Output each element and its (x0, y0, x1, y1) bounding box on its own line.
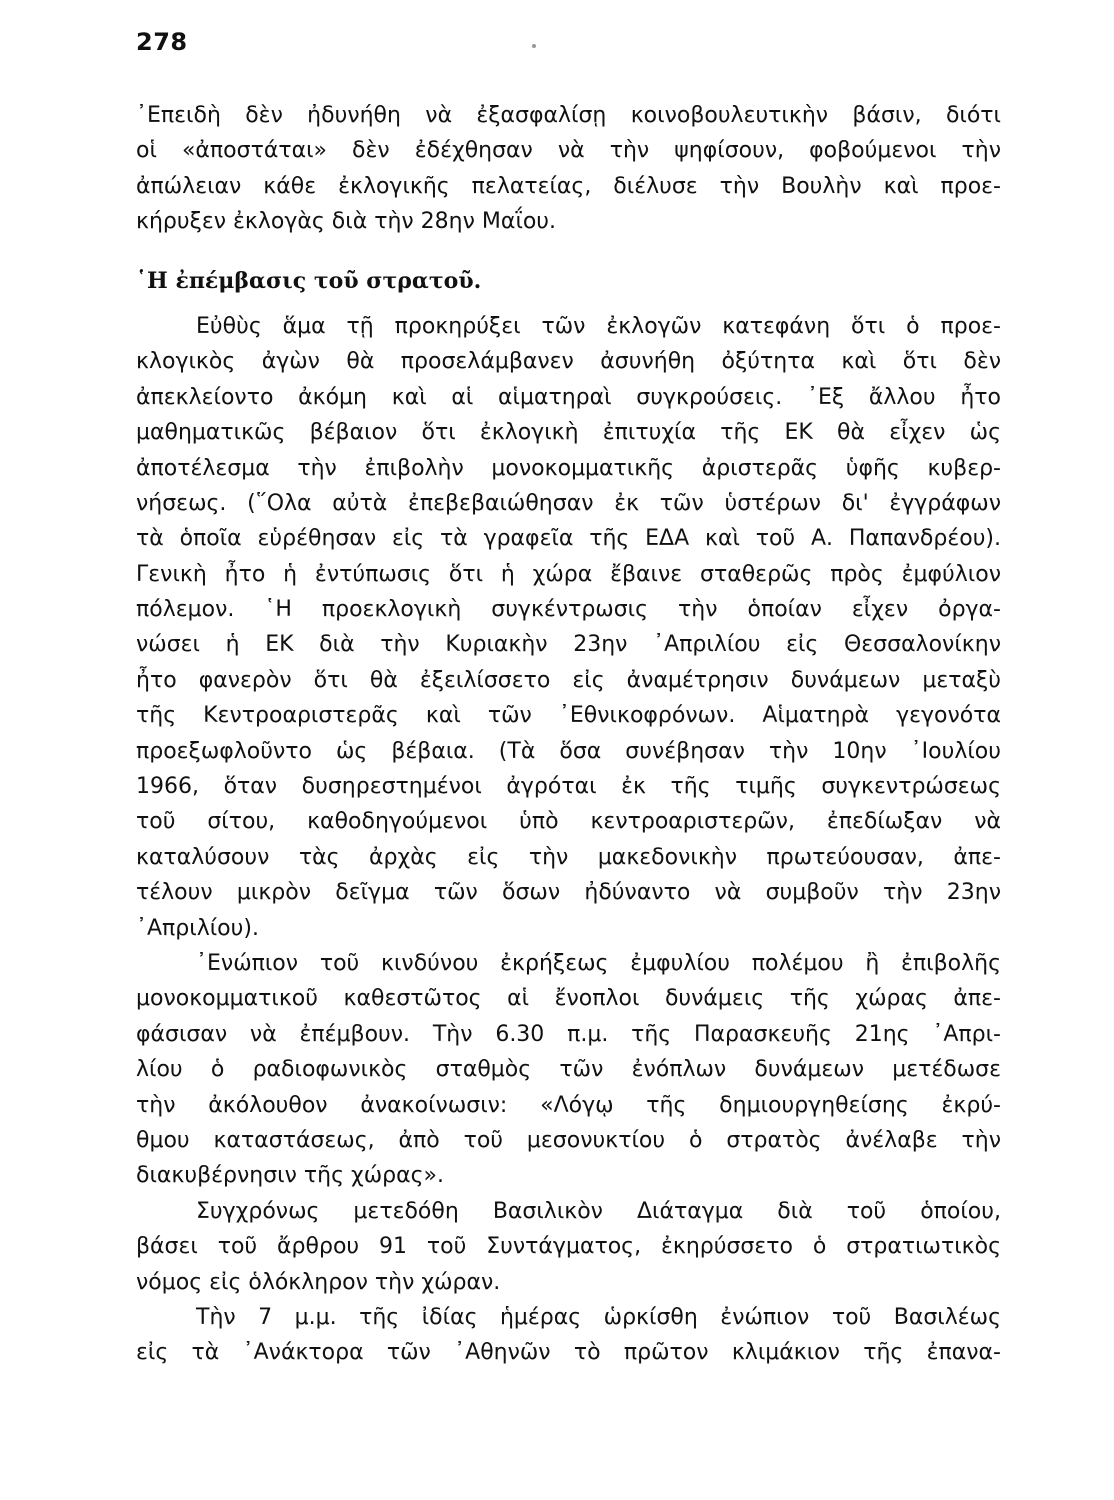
print-speck (532, 44, 536, 48)
paragraph-4 (136, 1194, 1001, 1300)
text-line: 1966, ὅταν δυσηρεστημένοι ἀγρόται ἐκ τῆς τιμῆς συγκεντρώσεως (136, 774, 1001, 800)
text-line: τὴν ἀκόλουθον ἀνακοίνωσιν: «Λόγῳ τῆς δημιουργηθείσης ἐκρύ- (136, 1092, 1001, 1118)
text-line: θμου καταστάσεως, ἀπὸ τοῦ μεσονυκτίου ὁ στρατὸς ἀνέλαβε τὴν (136, 1127, 1001, 1153)
text-line: πόλεμον. ῾Η προεκλογικὴ συγκέντρωσις τὴν ὁποίαν εἶχεν ὀργα- (136, 597, 1001, 623)
text-line: Τὴν 7 μ.μ. τῆς ἰδίας ἡμέρας ὡρκίσθη ἐνώπιον τοῦ Βασιλέως (196, 1304, 1001, 1330)
text-line: βάσει τοῦ ἄρθρου 91 τοῦ Συντάγματος, ἐκηρύσσετο ὁ στρατιωτικὸς (136, 1234, 1001, 1260)
text-line: ἀπώλειαν κάθε ἐκλογικῆς πελατείας, διέλυσε τὴν Βουλὴν καὶ προε- (136, 173, 1001, 199)
paragraph-3 (136, 946, 1001, 1194)
text-line: προεξωφλοῦντο ὡς βέβαια. (Τὰ ὅσα συνέβησαν τὴν 10ην ᾿Ιουλίου (136, 738, 1001, 764)
text-line: οἱ «ἀποστάται» δὲν ἐδέχθησαν νὰ τὴν ψηφίσουν, φοβούμενοι τὴν (136, 138, 1001, 164)
text-line: διακυβέρνησιν τῆς χώρας». (136, 1163, 444, 1189)
text-line: τῆς Κεντροαριστερᾶς καὶ τῶν ᾿Εθνικοφρόνων. Αἱματηρὰ γεγονότα (136, 703, 1001, 729)
text-line: νώσει ἡ ΕΚ διὰ τὴν Κυριακὴν 23ην ᾿Απριλίου εἰς Θεσσαλονίκην (136, 632, 1001, 658)
text-line: κλογικὸς ἀγὼν θὰ προσελάμβανεν ἀσυνήθη ὀξύτητα καὶ ὅτι δὲν (136, 349, 1001, 375)
text-line: φάσισαν νὰ ἐπέμβουν. Τὴν 6.30 π.μ. τῆς Παρασκευῆς 21ης ᾿Απρι- (136, 1021, 1001, 1047)
text-line: ἦτο φανερὸν ὅτι θὰ ἐξειλίσσετο εἰς ἀναμέτρησιν δυνάμεων μεταξὺ (136, 667, 1001, 693)
text-line: Γενικὴ ἦτο ἡ ἐντύπωσις ὅτι ἡ χώρα ἔβαινε σταθερῶς πρὸς ἐμφύλιον (136, 561, 1001, 587)
text-line: ἀποτέλεσμα τὴν ἐπιβολὴν μονοκομματικῆς ἀριστερᾶς ὑφῆς κυβερ- (136, 455, 1001, 481)
text-line: μονοκομματικοῦ καθεστῶτος αἱ ἔνοπλοι δυνάμεις τῆς χώρας ἀπε- (136, 986, 1001, 1012)
paragraph-2 (136, 309, 1001, 946)
text-line: ἀπεκλείοντο ἀκόμη καὶ αἱ αἱματηραὶ συγκρούσεις. ᾿Εξ ἄλλου ἦτο (136, 384, 1001, 410)
text-line: λίου ὁ ραδιοφωνικὸς σταθμὸς τῶν ἐνόπλων δυνάμεων μετέδωσε (136, 1057, 1001, 1083)
paragraph-1 (136, 98, 1001, 240)
text-line: ᾿Επειδὴ δὲν ἠδυνήθη νὰ ἐξασφαλίσῃ κοινοβουλευτικὴν βάσιν, διότι (136, 103, 1001, 128)
text-line: εἰς τὰ ᾿Ανάκτορα τῶν ᾿Αθηνῶν τὸ πρῶτον κλιμάκιον τῆς ἐπανα- (136, 1340, 1001, 1366)
section-heading: ῾Η ἐπέμβασις τοῦ στρατοῦ. (136, 267, 482, 294)
text-line: ᾿Ενώπιον τοῦ κινδύνου ἐκρήξεως ἐμφυλίου πολέμου ἢ ἐπιβολῆς (196, 950, 1001, 976)
text-line: νήσεως. (῞Ολα αὐτὰ ἐπεβεβαιώθησαν ἐκ τῶν ὑστέρων δι' ἐγγράφων (136, 490, 1001, 516)
text-line: τὰ ὁποῖα εὑρέθησαν εἰς τὰ γραφεῖα τῆς ΕΔΑ καὶ τοῦ Α. Παπανδρέου). (136, 526, 1001, 552)
text-line: Συγχρόνως μετεδόθη Βασιλικὸν Διάταγμα διὰ τοῦ ὁποίου, (196, 1198, 1001, 1224)
text-line: ᾿Απριλίου). (136, 915, 259, 941)
text-line: τέλουν μικρὸν δεῖγμα τῶν ὅσων ἠδύναντο νὰ συμβοῦν τὴν 23ην (136, 880, 1001, 906)
text-line: τοῦ σίτου, καθοδηγούμενοι ὑπὸ κεντροαριστερῶν, ἐπεδίωξαν νὰ (136, 809, 1001, 835)
text-line: μαθηματικῶς βέβαιον ὅτι ἐκλογικὴ ἐπιτυχία τῆς ΕΚ θὰ εἶχεν ὡς (136, 420, 1001, 446)
text-line: καταλύσουν τὰς ἀρχὰς εἰς τὴν μακεδονικὴν πρωτεύουσαν, ἀπε- (136, 844, 1001, 870)
text-line: Εὐθὺς ἅμα τῇ προκηρύξει τῶν ἐκλογῶν κατεφάνη ὅτι ὁ προε- (196, 313, 1001, 339)
paragraph-5 (136, 1300, 1001, 1371)
body-text (136, 98, 1001, 1371)
page-number: 278 (136, 28, 188, 56)
text-line: κήρυξεν ἐκλογὰς διὰ τὴν 28ην Μαΐου. (136, 209, 557, 235)
text-line: νόμος εἰς ὁλόκληρον τὴν χώραν. (136, 1269, 501, 1295)
